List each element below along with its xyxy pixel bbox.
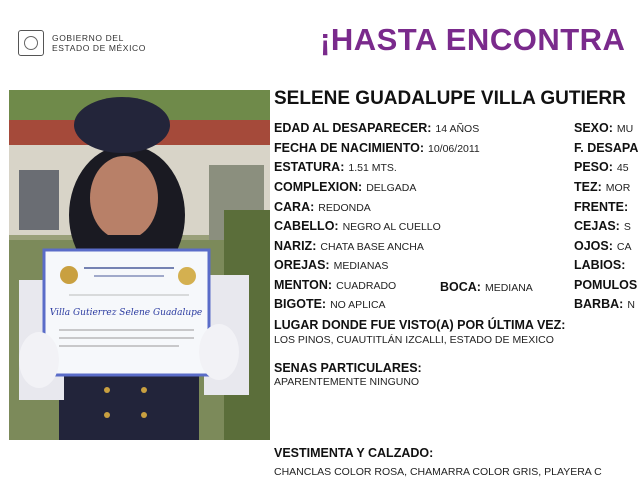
last-seen-value: LOS PINOS, CUAUTITLÁN IZCALLI, ESTADO DE MEXICO	[274, 334, 554, 346]
person-name: SELENE GUADALUPE VILLA GUTIERR	[274, 88, 626, 109]
field-labios: LABIOS:	[574, 258, 626, 272]
clothing-value: CHANCLAS COLOR ROSA, CHAMARRA COLOR GRIS, PLAYERA C	[274, 466, 602, 478]
field-frente: FRENTE:	[574, 200, 629, 214]
field-nariz: NARIZ: CHATA BASE ANCHA	[274, 239, 424, 253]
last-seen-label: LUGAR DONDE FUE VISTO(A) POR ÚLTIMA VEZ:	[274, 318, 566, 332]
field-estatura: ESTATURA: 1.51 MTS.	[274, 160, 397, 174]
field-boca: BOCA: MEDIANA	[440, 280, 533, 294]
field-sexo: SEXO: MU	[574, 121, 634, 135]
clothing-label: VESTIMENTA Y CALZADO:	[274, 446, 434, 460]
missing-person-photo	[9, 90, 270, 440]
field-pomulos: POMULOS	[574, 278, 638, 292]
field-cara: CARA: REDONDA	[274, 200, 371, 214]
field-ojos: OJOS: CA	[574, 239, 632, 253]
certificate-name: Villa Gutierrez Selene Guadalupe	[49, 308, 203, 318]
field-bigote: BIGOTE: NO APLICA	[274, 297, 386, 311]
field-edad: EDAD AL DESAPARECER: 14 AÑOS	[274, 121, 480, 135]
field-cabello: CABELLO: NEGRO AL CUELLO	[274, 219, 441, 233]
campaign-banner: ¡HASTA ENCONTRA	[320, 22, 626, 57]
field-complexion: COMPLEXION: DELGADA	[274, 180, 417, 194]
field-peso: PESO: 45	[574, 160, 629, 174]
field-cejas: CEJAS: S	[574, 219, 631, 233]
field-fecha-desaparicion: F. DESAPA	[574, 141, 639, 155]
field-menton: MENTON: CUADRADO	[274, 278, 397, 292]
logo-line-2: ESTADO DE MÉXICO	[52, 43, 146, 53]
state-seal-icon	[18, 30, 44, 56]
particular-marks-label: SENAS PARTICULARES:	[274, 361, 422, 375]
field-orejas: OREJAS: MEDIANAS	[274, 258, 389, 272]
field-tez: TEZ: MOR	[574, 180, 631, 194]
field-barba: BARBA: N	[574, 297, 635, 311]
government-logo	[18, 30, 146, 56]
particular-marks-value: APARENTEMENTE NINGUNO	[274, 376, 420, 388]
logo-line-1: GOBIERNO DEL	[52, 33, 124, 43]
field-fecha-nacimiento: FECHA DE NACIMIENTO: 10/06/2011	[274, 141, 480, 155]
